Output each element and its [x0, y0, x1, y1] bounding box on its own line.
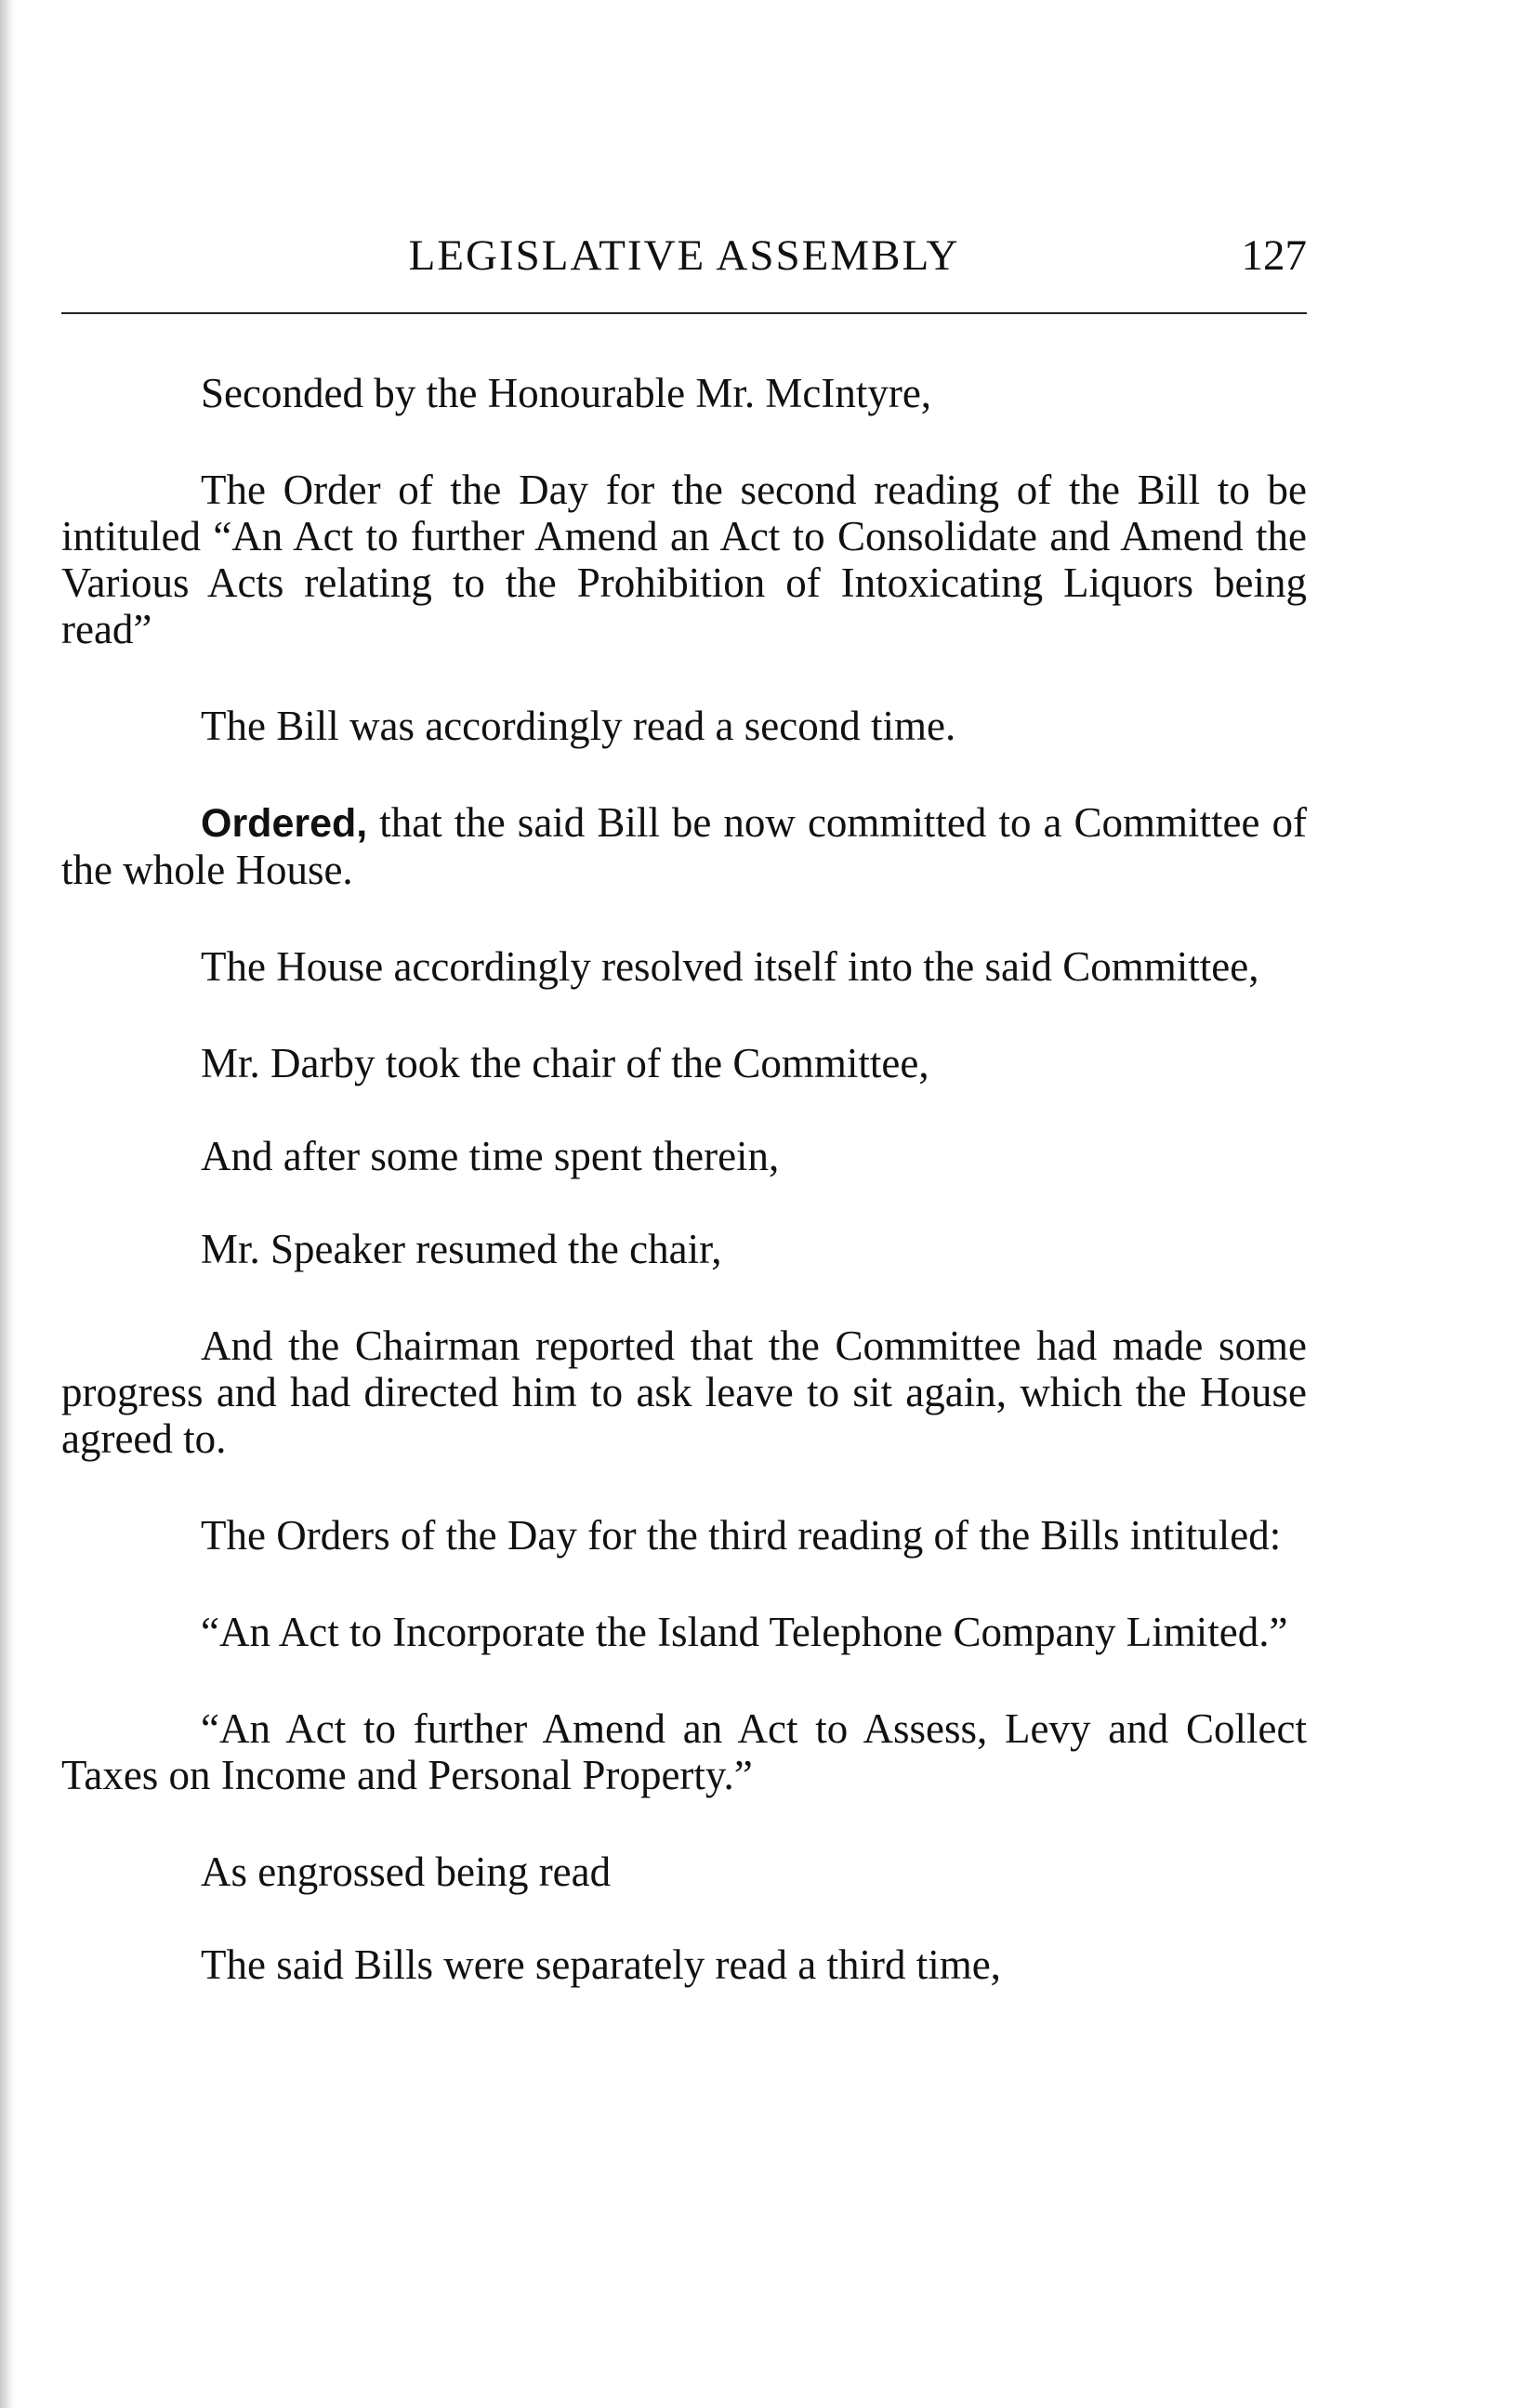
- page-edge-shadow: [0, 0, 15, 2408]
- header-rule: [61, 312, 1307, 314]
- ordered-text: that the said Bill be now committed to a Committee of the whole House.: [61, 799, 1307, 893]
- paragraph-darby-chair: Mr. Darby took the chair of the Committee,: [201, 1040, 929, 1086]
- paragraph-speaker-resumed: Mr. Speaker resumed the chair,: [201, 1226, 722, 1272]
- paragraph-time-spent: And after some time spent therein,: [201, 1133, 780, 1179]
- running-title: LEGISLATIVE ASSEMBLY: [408, 231, 960, 280]
- paragraph-chairman-reported: And the Chairman reported that the Committee had made some progress and had directed him to ask leave to sit again, which the House agreed to.: [61, 1322, 1307, 1462]
- paragraph-tax-act: “An Act to further Amend an Act to Assess, Levy and Collect Taxes on Income and Personal Property.”: [61, 1705, 1307, 1798]
- running-header: [61, 230, 1307, 296]
- paragraph-order-of-day-second-reading: The Order of the Day for the second reading of the Bill to be intituled “An Act to further Amend an Act to Consolidate and Amend the Various Acts relating to the Prohibition of Intoxicating Liquors being read”: [61, 467, 1307, 652]
- page-number: 127: [1241, 231, 1307, 280]
- body-text: [61, 370, 1307, 2038]
- paragraph-as-engrossed: As engrossed being read: [201, 1849, 612, 1895]
- paragraph-ordered: [61, 799, 1307, 893]
- ordered-lead-word: Ordered,: [201, 801, 368, 846]
- paragraph-seconded: Seconded by the Honourable Mr. McIntyre,: [201, 370, 932, 416]
- paragraph-third-time: The said Bills were separately read a third time,: [201, 1941, 1001, 1988]
- paragraph-orders-third-reading: The Orders of the Day for the third reading of the Bills intituled:: [201, 1512, 1282, 1559]
- paragraph-telephone-act: “An Act to Incorporate the Island Telephone Company Limited.”: [201, 1609, 1288, 1655]
- paragraph-read-second-time: The Bill was accordingly read a second time.: [201, 703, 956, 749]
- paragraph-house-resolved: The House accordingly resolved itself into the said Committee,: [201, 943, 1259, 990]
